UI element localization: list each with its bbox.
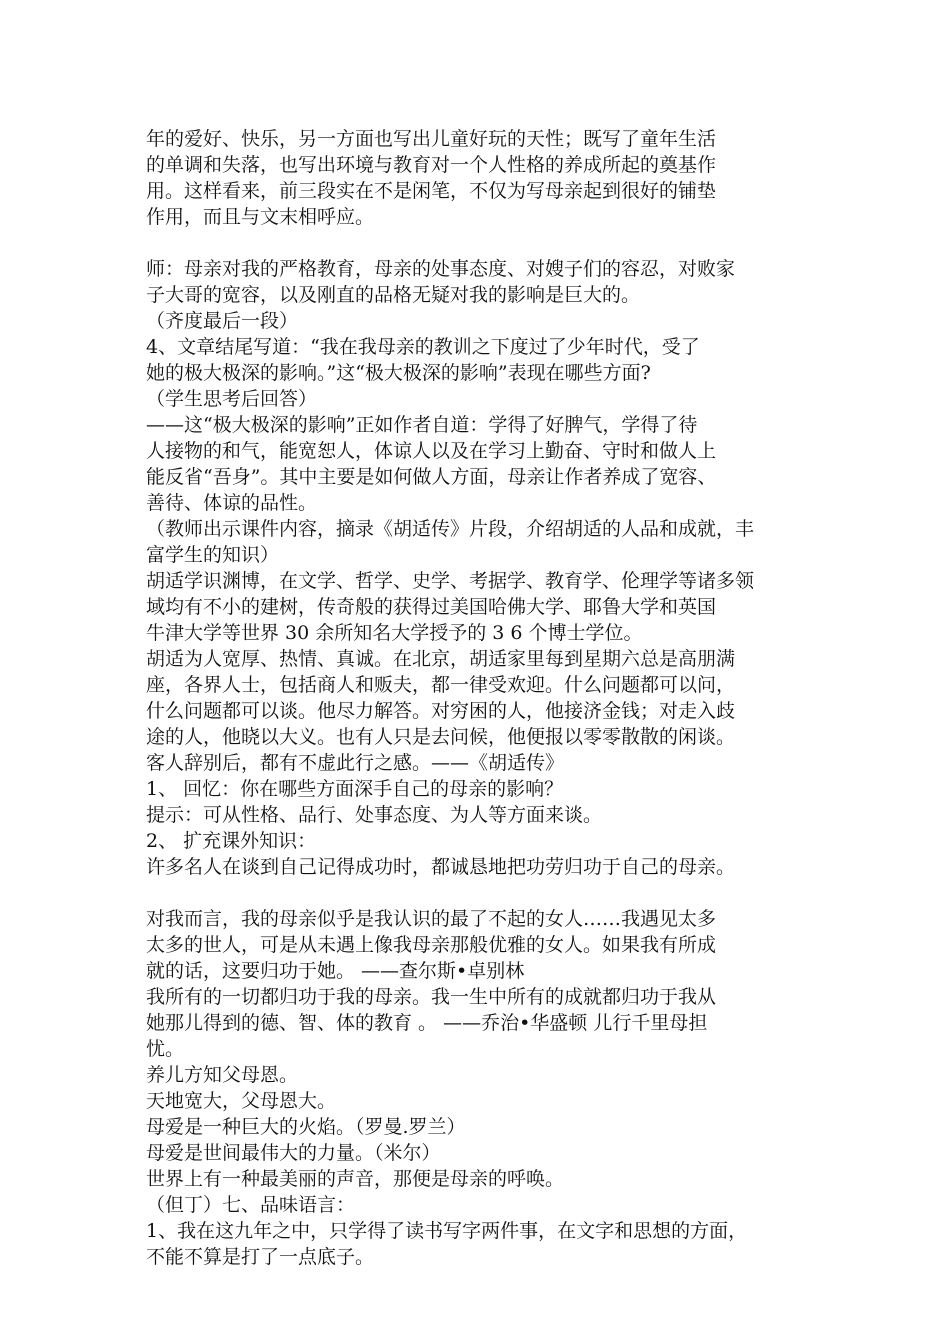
- text-line: 她的极大极深的影响。”这“极大极深的影响”表现在哪些方面?: [146, 362, 651, 384]
- text-line: 善待、体谅的品性。: [146, 492, 318, 514]
- text-line: 1、 回忆：你在哪些方面深手自己的母亲的影响？: [146, 778, 564, 800]
- text-line: 她那儿得到的德、智、体的教育 。 ——乔治•华盛顿 儿行千里母担: [146, 1012, 708, 1034]
- blank-line: [146, 880, 836, 906]
- text-line: 胡适为人宽厚、热情、真诚。在北京，胡适家里每到星期六总是高朋满: [146, 648, 736, 670]
- text-line: 2、 扩充课外知识：: [146, 830, 317, 852]
- document-body: [146, 126, 836, 1270]
- text-line: 忧。: [146, 1038, 185, 1060]
- text-line: （齐度最后一段）: [146, 310, 299, 332]
- text-line: 年的爱好、快乐，另一方面也写出儿童好玩的天性；既写了童年生活: [146, 128, 717, 150]
- text-line: 太多的世人，可是从未遇上像我母亲那般优雅的女人。如果我有所成: [146, 934, 717, 956]
- text-line: （但丁）七、品味语言：: [146, 1194, 356, 1216]
- text-line: 牛津大学等世界 30 余所知名大学授予的 3 6 个博士学位。: [146, 622, 643, 644]
- text-line: 途的人，他晓以大义。也有人只是去问候，他便报以零零散散的闲谈。: [146, 726, 736, 748]
- text-line: 人接物的和气，能宽恕人，体谅人以及在学习上勤奋、守时和做人上: [146, 440, 717, 462]
- text-line: （教师出示课件内容，摘录《胡适传》片段，介绍胡适的人品和成就，丰: [146, 518, 755, 540]
- text-line: 母爱是一种巨大的火焰。（罗曼.罗兰）: [146, 1116, 466, 1138]
- text-line: 胡适学识渊博，在文学、哲学、史学、考据学、教育学、伦理学等诸多领: [146, 570, 755, 592]
- blank-line: [146, 230, 836, 256]
- text-line: 用。这样看来，前三段实在不是闲笔，不仅为写母亲起到很好的铺垫: [146, 180, 717, 202]
- text-line: 就的话，这要归功于她。 ——查尔斯•卓别林: [146, 960, 525, 982]
- text-line: 1、我在这九年之中，只学得了读书写字两件事，在文字和思想的方面，: [146, 1220, 748, 1242]
- text-line: 能反省“吾身”。其中主要是如何做人方面，母亲让作者养成了宽容、: [146, 466, 717, 488]
- text-line: 师：母亲对我的严格教育，母亲的处事态度、对嫂子们的容忍，对败家: [146, 258, 736, 280]
- text-line: 对我而言，我的母亲似乎是我认识的最了不起的女人……我遇见太多: [146, 908, 717, 930]
- text-line: （学生思考后回答）: [146, 388, 318, 410]
- text-line: 什么问题都可以谈。他尽力解答。对穷困的人，他接济金钱；对走入歧: [146, 700, 736, 722]
- text-line: 作用，而且与文末相呼应。: [146, 206, 375, 228]
- text-line: 客人辞别后，都有不虚此行之感。——《胡适传》: [146, 752, 565, 774]
- text-line: 世界上有一种最美丽的声音，那便是母亲的呼唤。: [146, 1168, 565, 1190]
- text-line: 我所有的一切都归功于我的母亲。我一生中所有的成就都归功于我从: [146, 986, 717, 1008]
- text-line: 天地宽大，父母恩大。: [146, 1090, 337, 1112]
- text-line: 不能不算是打了一点底子。: [146, 1246, 375, 1268]
- text-line: 提示：可从性格、品行、处事态度、为人等方面来谈。: [146, 804, 603, 826]
- text-line: ——这“极大极深的影响”正如作者自道：学得了好脾气，学得了待: [146, 414, 698, 436]
- text-line: 的单调和失落，也写出环境与教育对一个人性格的养成所起的奠基作: [146, 154, 717, 176]
- text-line: 域均有不小的建树，传奇般的获得过美国哈佛大学、耶鲁大学和英国: [146, 596, 717, 618]
- text-line: 子大哥的宽容，以及刚直的品格无疑对我的影响是巨大的。: [146, 284, 641, 306]
- text-line: 富学生的知识）: [146, 544, 280, 566]
- text-line: 母爱是世间最伟大的力量。（米尔）: [146, 1142, 441, 1164]
- text-line: 养儿方知父母恩。: [146, 1064, 299, 1086]
- text-line: 4、文章结尾写道：“我在我母亲的教训之下度过了少年时代，受了: [146, 336, 700, 358]
- text-line: 座，各界人士，包括商人和贩夫，都一律受欢迎。什么问题都可以问，: [146, 674, 736, 696]
- text-line: 许多名人在谈到自己记得成功时，都诚恳地把功劳归功于自己的母亲。: [146, 856, 736, 878]
